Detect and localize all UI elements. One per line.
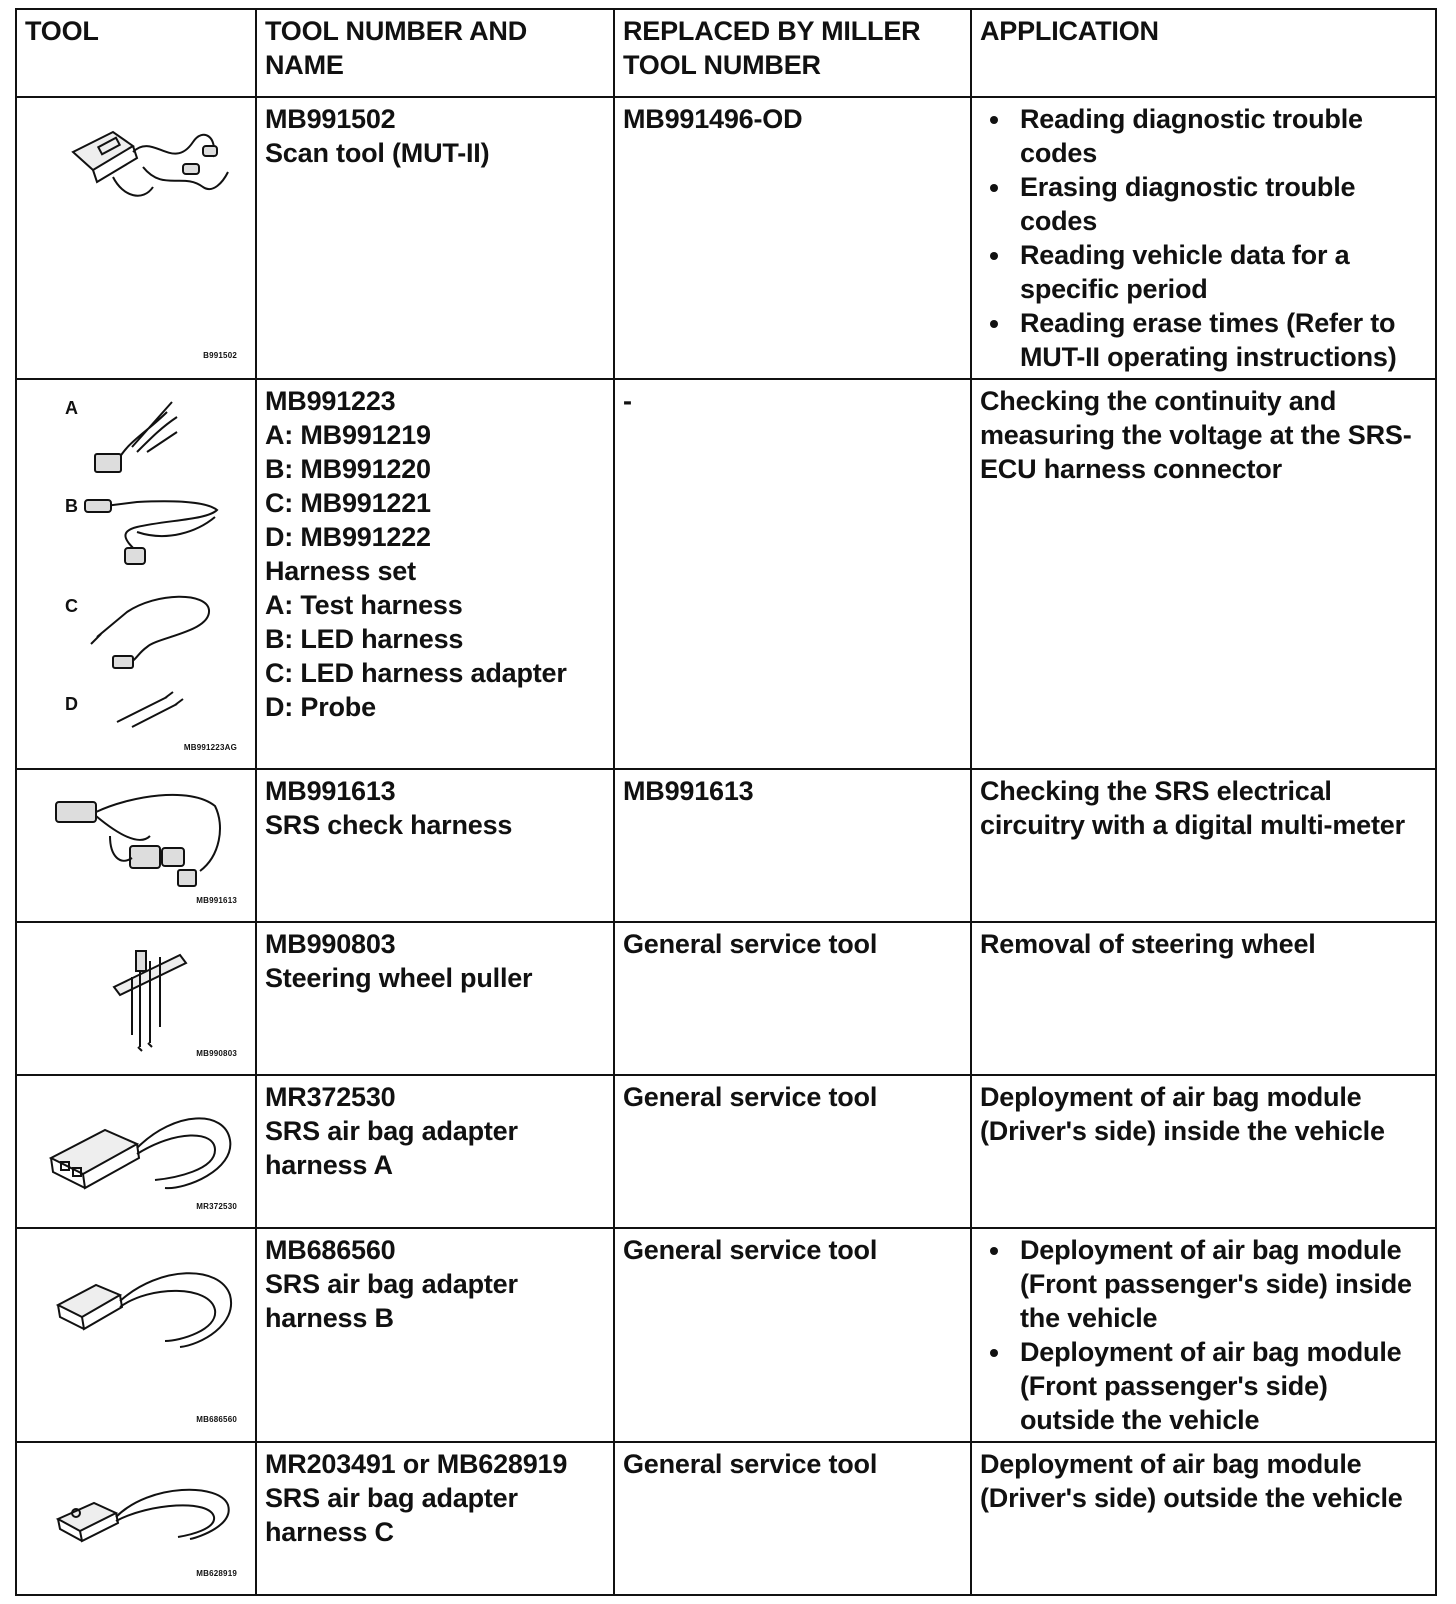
srs-check-harness-illustration	[50, 786, 230, 896]
replaced-by-cell: MB991613	[614, 769, 971, 922]
tool-illustration-cell	[16, 1075, 256, 1228]
header-tool: TOOL	[16, 9, 256, 97]
tool-figure-code: MR372530	[196, 1202, 237, 1211]
tool-illustration-cell	[16, 379, 256, 769]
header-application: APPLICATION	[971, 9, 1436, 97]
application-cell: Checking the continuity and measuring the voltage at the SRS-ECU harness connector	[971, 379, 1436, 769]
tool-number: MR203491 or MB628919	[265, 1449, 568, 1479]
tool-number-name-cell	[256, 1228, 614, 1442]
tool-name: Scan tool (MUT-II)	[265, 138, 490, 168]
replaced-by-cell: General service tool	[614, 1075, 971, 1228]
application-list	[980, 1233, 1427, 1437]
tool-number-name-cell	[256, 1442, 614, 1595]
application-cell	[971, 1228, 1436, 1442]
tool-number: MR372530	[265, 1082, 396, 1112]
application-item: Reading vehicle data for a specific period	[980, 238, 1427, 306]
table-row	[16, 379, 1436, 769]
table-row	[16, 769, 1436, 922]
part-number-b: B: MB991220	[265, 454, 431, 484]
tool-illustration-cell	[16, 769, 256, 922]
steering-wheel-puller-illustration	[110, 947, 200, 1057]
tool-name: Steering wheel puller	[265, 963, 533, 993]
tool-name: harness C	[265, 1517, 394, 1547]
table-row	[16, 1075, 1436, 1228]
application-item: Reading diagnostic trouble codes	[980, 102, 1427, 170]
application-cell: Deployment of air bag module (Driver's side) outside the vehicle	[971, 1442, 1436, 1595]
header-row	[16, 9, 1436, 97]
tool-number-name-cell	[256, 922, 614, 1075]
part-label-b: B	[65, 496, 78, 516]
tool-name: Harness set	[265, 556, 416, 586]
tool-illustration-cell	[16, 1442, 256, 1595]
replaced-by-cell: General service tool	[614, 922, 971, 1075]
tool-number-name-cell	[256, 769, 614, 922]
tool-number: MB991613	[265, 776, 396, 806]
adapter-harness-b-illustration	[50, 1255, 240, 1365]
application-cell: Deployment of air bag module (Driver's side) inside the vehicle	[971, 1075, 1436, 1228]
tool-number: MB991502	[265, 104, 396, 134]
tool-illustration-cell	[16, 97, 256, 379]
part-label-d: D	[65, 694, 78, 714]
tool-illustration-cell	[16, 1228, 256, 1442]
tool-figure-code: MB686560	[196, 1415, 237, 1424]
application-item: Erasing diagnostic trouble codes	[980, 170, 1427, 238]
tool-number-name-cell	[256, 1075, 614, 1228]
tool-name: harness B	[265, 1303, 394, 1333]
tool-name: SRS air bag adapter	[265, 1269, 518, 1299]
part-label-c: C	[65, 596, 78, 616]
scan-tool-illustration	[53, 112, 243, 212]
application-cell: Removal of steering wheel	[971, 922, 1436, 1075]
application-cell	[971, 97, 1436, 379]
table-row	[16, 97, 1436, 379]
tool-figure-code: MB991613	[196, 896, 237, 905]
application-list	[980, 102, 1427, 374]
header-tool-number-name: TOOL NUMBER AND NAME	[256, 9, 614, 97]
tool-figure-code: MB628919	[196, 1569, 237, 1578]
table-row	[16, 1442, 1436, 1595]
part-name-c: C: LED harness adapter	[265, 658, 567, 688]
tool-number-name-cell	[256, 97, 614, 379]
table-row	[16, 1228, 1436, 1442]
application-item: Deployment of air bag module (Front passenger's side) inside the vehicle	[980, 1233, 1427, 1335]
adapter-harness-c-illustration	[50, 1469, 240, 1569]
tool-number: MB991223	[265, 386, 396, 416]
tool-name: SRS air bag adapter	[265, 1116, 518, 1146]
application-item: Deployment of air bag module (Front passenger's side) outside the vehicle	[980, 1335, 1427, 1437]
special-tools-table	[15, 8, 1437, 1596]
adapter-harness-a-illustration	[45, 1100, 245, 1200]
tool-figure-code: MB991223AG	[183, 743, 237, 752]
table-row	[16, 922, 1436, 1075]
tool-figure-code: B991502	[203, 351, 237, 360]
application-cell: Checking the SRS electrical circuitry with a digital multi-meter	[971, 769, 1436, 922]
tool-name: SRS check harness	[265, 810, 513, 840]
tool-figure-code: MB990803	[196, 1049, 237, 1058]
part-number-a: A: MB991219	[265, 420, 431, 450]
part-number-c: C: MB991221	[265, 488, 431, 518]
replaced-by-cell: General service tool	[614, 1442, 971, 1595]
header-replaced-by: REPLACED BY MILLER TOOL NUMBER	[614, 9, 971, 97]
replaced-by-cell: MB991496-OD	[614, 97, 971, 379]
part-number-d: D: MB991222	[265, 522, 431, 552]
replaced-by-cell: General service tool	[614, 1228, 971, 1442]
application-item: Reading erase times (Refer to MUT-II operating instructions)	[980, 306, 1427, 374]
replaced-by-cell: -	[614, 379, 971, 769]
part-name-d: D: Probe	[265, 692, 376, 722]
part-label-a: A	[65, 398, 78, 418]
tool-name: harness A	[265, 1150, 393, 1180]
harness-set-illustration	[77, 392, 227, 752]
tool-number: MB686560	[265, 1235, 396, 1265]
tool-name: SRS air bag adapter	[265, 1483, 518, 1513]
tool-number: MB990803	[265, 929, 396, 959]
tool-number-name-cell	[256, 379, 614, 769]
part-name-a: A: Test harness	[265, 590, 463, 620]
tool-illustration-cell	[16, 922, 256, 1075]
part-name-b: B: LED harness	[265, 624, 464, 654]
